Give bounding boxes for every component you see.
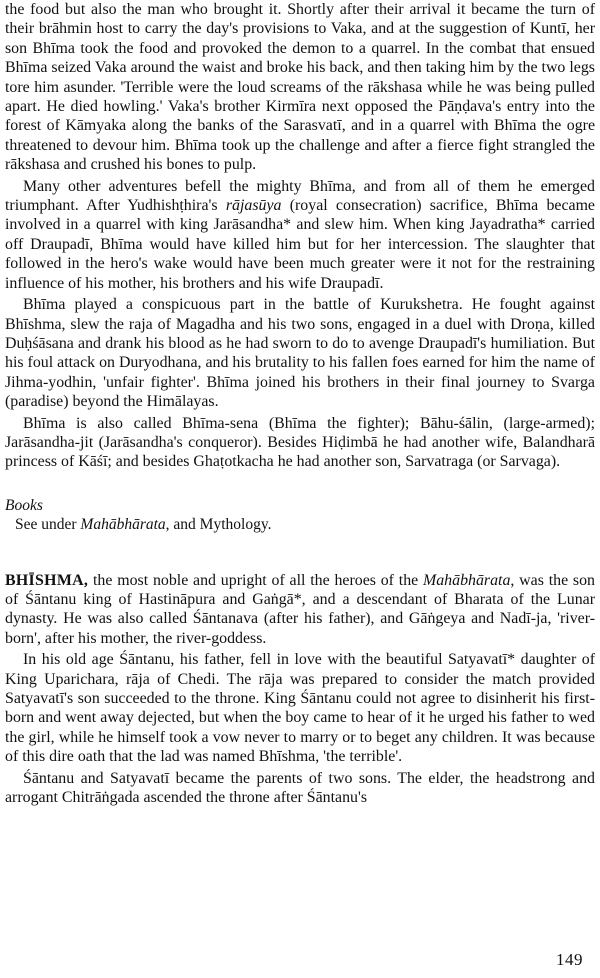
books-ref-title: Mahābhārata	[80, 516, 166, 534]
books-label: Books	[5, 496, 43, 514]
entry-intro-italic: Mahābhārata	[423, 571, 511, 589]
paragraph-satyavati: In his old age Śāntanu, his father, fell in love with the beautiful Satyavatī* daughter of King Uparichara, rāja of Chedi. The rāja was prepared to consider the match provided Satyavatī's son succeeded to the throne. King Śāntanu could not agree to disinherit his first-born and went away dejected, but when the boy came to hear of it he urged his father to wed the girl, while he himself took a vow never to marry or to beget any children. It was because of this dire oath that the lad was named Bhīshma, 'the terrible'.	[5, 651, 595, 766]
books-section	[5, 496, 595, 535]
entry-intro	[5, 571, 595, 649]
books-reference	[5, 515, 595, 534]
entry-intro-before: the most noble and upright of all the heroes of the	[88, 571, 423, 589]
books-ref-prefix: See under	[15, 516, 81, 534]
paragraph-epithets: Bhīma is also called Bhīma-sena (Bhīma the fighter); Bāhu-śālin, (large-armed); Jarāsandha-jit (Jarāsandha's conqueror). Besides Hiḍimbā he had another wife, Balandharā princess of Kāśī; and besides Ghaṭotkacha he had another son, Sarvatraga (or Sarvaga).	[5, 414, 595, 471]
paragraph-sons: Śāntanu and Satyavatī became the parents of two sons. The elder, the headstrong and arrogant Chitrāṅgada ascended the throne after Śāntanu's	[5, 769, 595, 807]
entry-intro-after: , was the son of Śāntanu king of Hastināpura and Gaṅgā*, and a descendant of Bharata of the Lunar dynasty. He was also called Śāntanava (after his father), and Gāṅgeya and Nadī-ja, 'river-born', after his mother, the river-goddess.	[5, 571, 595, 647]
entry-headword: BHĪSHMA,	[5, 571, 89, 589]
adventures-text: Many other adventures befell the mighty Bhīma, and from all of them he emerged triumphant. After Yudhishṭhira's rājasūya (royal consecration) sacrifice, Bhīma became involved in a quarrel with king Jarāsandha* and slew him. When king Jayadratha* carried off Draupadī, Bhīma would have killed him but for her intercession. The slaughter that followed in the hero's wake would have been much greater were it not for the restraining influence of his mother, his brothers and his wife Draupadī.	[5, 177, 595, 292]
paragraph-kurukshetra: Bhīma played a conspicuous part in the battle of Kurukshetra. He fought against Bhīshma, slew the raja of Magadha and his two sons, engaged in a duel with Droṇa, killed Duḥśāsana and drank his blood as he had sworn to do to avenge Draupadī's humiliation. But his foul attack on Duryodhana, and his brutality to his fallen foes earned for him the name of Jihma-yodhin, 'unfair fighter'. Bhīma joined his brothers in their final journey to Svarga (paradise) beyond the Himālayas.	[5, 296, 595, 411]
books-ref-suffix: , and Mythology.	[165, 516, 272, 534]
page-number: 149	[556, 950, 583, 969]
book-page	[5, 0, 595, 978]
bhishma-entry	[5, 571, 595, 808]
continued-entry-text	[5, 0, 595, 472]
paragraph-adventures	[5, 177, 595, 293]
paragraph-vaka: the food but also the man who brought it. Shortly after their arrival it became the turn of their brāhmin host to carry the day's provisions to Vaka, and at the suggestion of Kuntī, her son Bhīma took the food and provoked the demon to a quarrel. In the combat that ensued Bhīma seized Vaka around the waist and broke his back, and then taking him by the two legs tore him asunder. 'Terrible were the loud screams of the rākshasa while he was being pulled apart. He died howling.' Vaka's brother Kirmīra next opposed the Pāṇḍava's entry into the forest of Kāmyaka along the banks of the Sarasvatī, and in a quarrel with Bhīma the ogre threatened to devour him. Bhīma took up the challenge and after a fierce fight strangled the rākshasa and crushed his bones to pulp.	[5, 1, 595, 174]
